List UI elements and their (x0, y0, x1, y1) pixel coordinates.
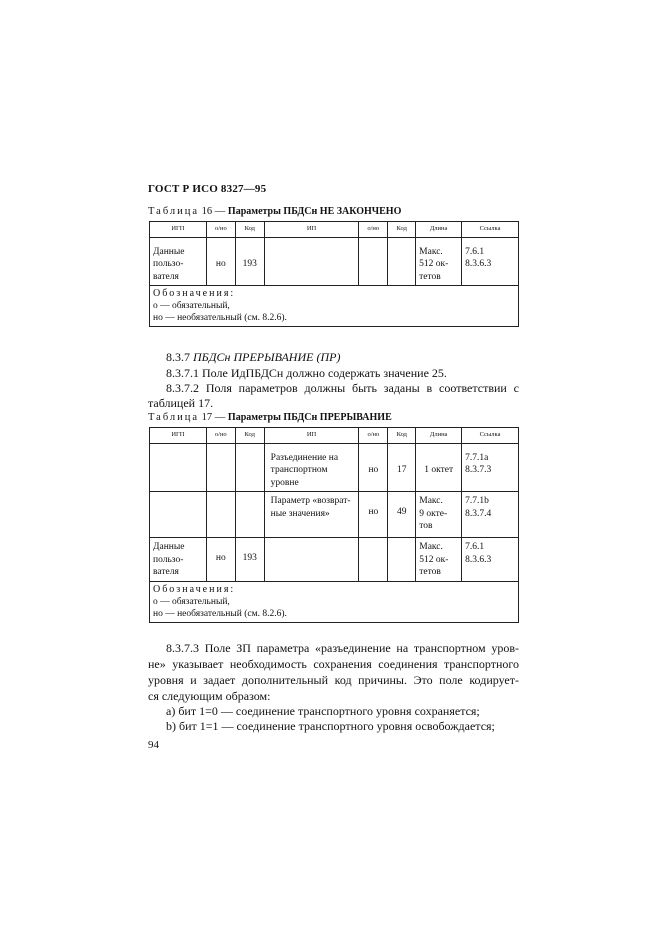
page-number: 94 (148, 739, 159, 751)
table-cell (359, 237, 388, 286)
table-cell (206, 492, 235, 538)
table17-caption-word: Таблица (148, 412, 200, 423)
table16-notes (150, 286, 519, 327)
table-row (150, 538, 519, 582)
body-line: а) бит 1=0 — соединение транспортного уровня сохраняется; (166, 704, 480, 718)
table17-notes-row (150, 582, 519, 623)
table-cell: 193 (235, 538, 264, 582)
table-cell (150, 443, 207, 492)
table-cell (359, 538, 388, 582)
document-header: ГОСТ Р ИСО 8327—95 (148, 183, 267, 195)
table17-header-ip: ИП (264, 428, 359, 444)
body-line: уровня и задает дополнительный код причины. Это поле кодирует- (148, 673, 519, 687)
table-cell: 193 (235, 237, 264, 286)
table-cell: но (359, 492, 388, 538)
table-cell: Макс. 512 ок- тетов (416, 538, 462, 582)
table-row (150, 443, 519, 492)
body-line: ся следующим образом: (148, 689, 271, 703)
table17-caption (148, 412, 392, 423)
table-cell: 7.7.1b 8.3.7.4 (462, 492, 519, 538)
table17-header-code: Код (235, 428, 264, 444)
table17-caption-num: 17 — (201, 412, 226, 423)
table16-header-ono: о/но (206, 222, 235, 238)
table17-header-row (150, 428, 519, 444)
table16-notes-row (150, 286, 519, 327)
table-cell: Макс. 512 ок- тетов (416, 237, 462, 286)
paragraph-8-3-7-1: 8.3.7.1 Поле ИдПБДСн должно содержать значение 25. (166, 366, 447, 380)
table-17 (149, 427, 519, 623)
table-cell (206, 443, 235, 492)
table-cell: 49 (388, 492, 416, 538)
table-cell: 7.6.1 8.3.6.3 (462, 538, 519, 582)
table16-header-ono2: о/но (359, 222, 388, 238)
table-cell: Данные пользо- вателя (150, 237, 207, 286)
table16-header-row (150, 222, 519, 238)
table17-header-ono2: о/но (359, 428, 388, 444)
table17-note: о — обязательный, (153, 597, 230, 607)
table-cell: 7.7.1а 8.3.7.3 (462, 443, 519, 492)
table-cell (388, 538, 416, 582)
table-cell: 17 (388, 443, 416, 492)
table16-header-length: Длина (416, 222, 462, 238)
table-cell: но (206, 237, 235, 286)
table-cell (388, 237, 416, 286)
table16-header-code2: Код (388, 222, 416, 238)
table17-header-ref: Ссылка (462, 428, 519, 444)
section-heading-num: 8.3.7 (166, 350, 190, 364)
table17-header-igp: ИГП (150, 428, 207, 444)
table16-caption-title: Параметры ПБДСн НЕ ЗАКОНЧЕНО (227, 206, 402, 217)
table16-header-ip: ИП (264, 222, 359, 238)
table16-header-igp: ИГП (150, 222, 207, 238)
table-cell: Параметр «возврат- ные значения» (264, 492, 359, 538)
table17-note: но — необязательный (см. 8.2.6). (153, 609, 287, 619)
table16-note: о — обязательный, (153, 301, 230, 311)
table17-caption-title: Параметры ПБДСн ПРЕРЫВАНИЕ (227, 412, 392, 423)
body-line: не» указывает необходимость сохранения соединения транспортного (148, 657, 519, 671)
table-cell (264, 237, 359, 286)
table17-header-ono: о/но (206, 428, 235, 444)
table-cell: но (359, 443, 388, 492)
body-line: b) бит 1=1 — соединение транспортного уровня освобождается; (166, 719, 495, 733)
table16-notes-title: Обозначения: (153, 288, 236, 299)
section-heading-title: ПБДСн ПРЕРЫВАНИЕ (ПР) (193, 350, 341, 364)
table16-caption-word: Таблица (148, 206, 200, 217)
table17-header-code2: Код (388, 428, 416, 444)
table16-caption (148, 206, 401, 217)
table17-notes-title: Обозначения: (153, 584, 236, 595)
table-cell: Разъединение на транспортном уровне (264, 443, 359, 492)
table-cell: 7.6.1 8.3.6.3 (462, 237, 519, 286)
paragraph-8-3-7-2-line2: таблицей 17. (148, 396, 214, 410)
table-row (150, 492, 519, 538)
table-cell (235, 443, 264, 492)
table-cell: Макс. 9 окте- тов (416, 492, 462, 538)
table17-header-length: Длина (416, 428, 462, 444)
table16-header-ref: Ссылка (462, 222, 519, 238)
table-cell (150, 492, 207, 538)
table-cell (235, 492, 264, 538)
table-row (150, 237, 519, 286)
table17-notes (150, 582, 519, 623)
paragraph-8-3-7-2-line1: 8.3.7.2 Поля параметров должны быть заданы в соответствии с (166, 381, 519, 395)
table-16 (149, 221, 519, 327)
table-cell: но (206, 538, 235, 582)
table-cell: Данные пользо- вателя (150, 538, 207, 582)
table16-note: но — необязательный (см. 8.2.6). (153, 313, 287, 323)
section-heading (166, 350, 340, 365)
table-cell (264, 538, 359, 582)
table16-caption-num: 16 — (201, 206, 226, 217)
table-cell: 1 октет (416, 443, 462, 492)
table16-header-code: Код (235, 222, 264, 238)
body-line: 8.3.7.3 Поле ЗП параметра «разъединение на транспортном уров- (166, 641, 519, 655)
